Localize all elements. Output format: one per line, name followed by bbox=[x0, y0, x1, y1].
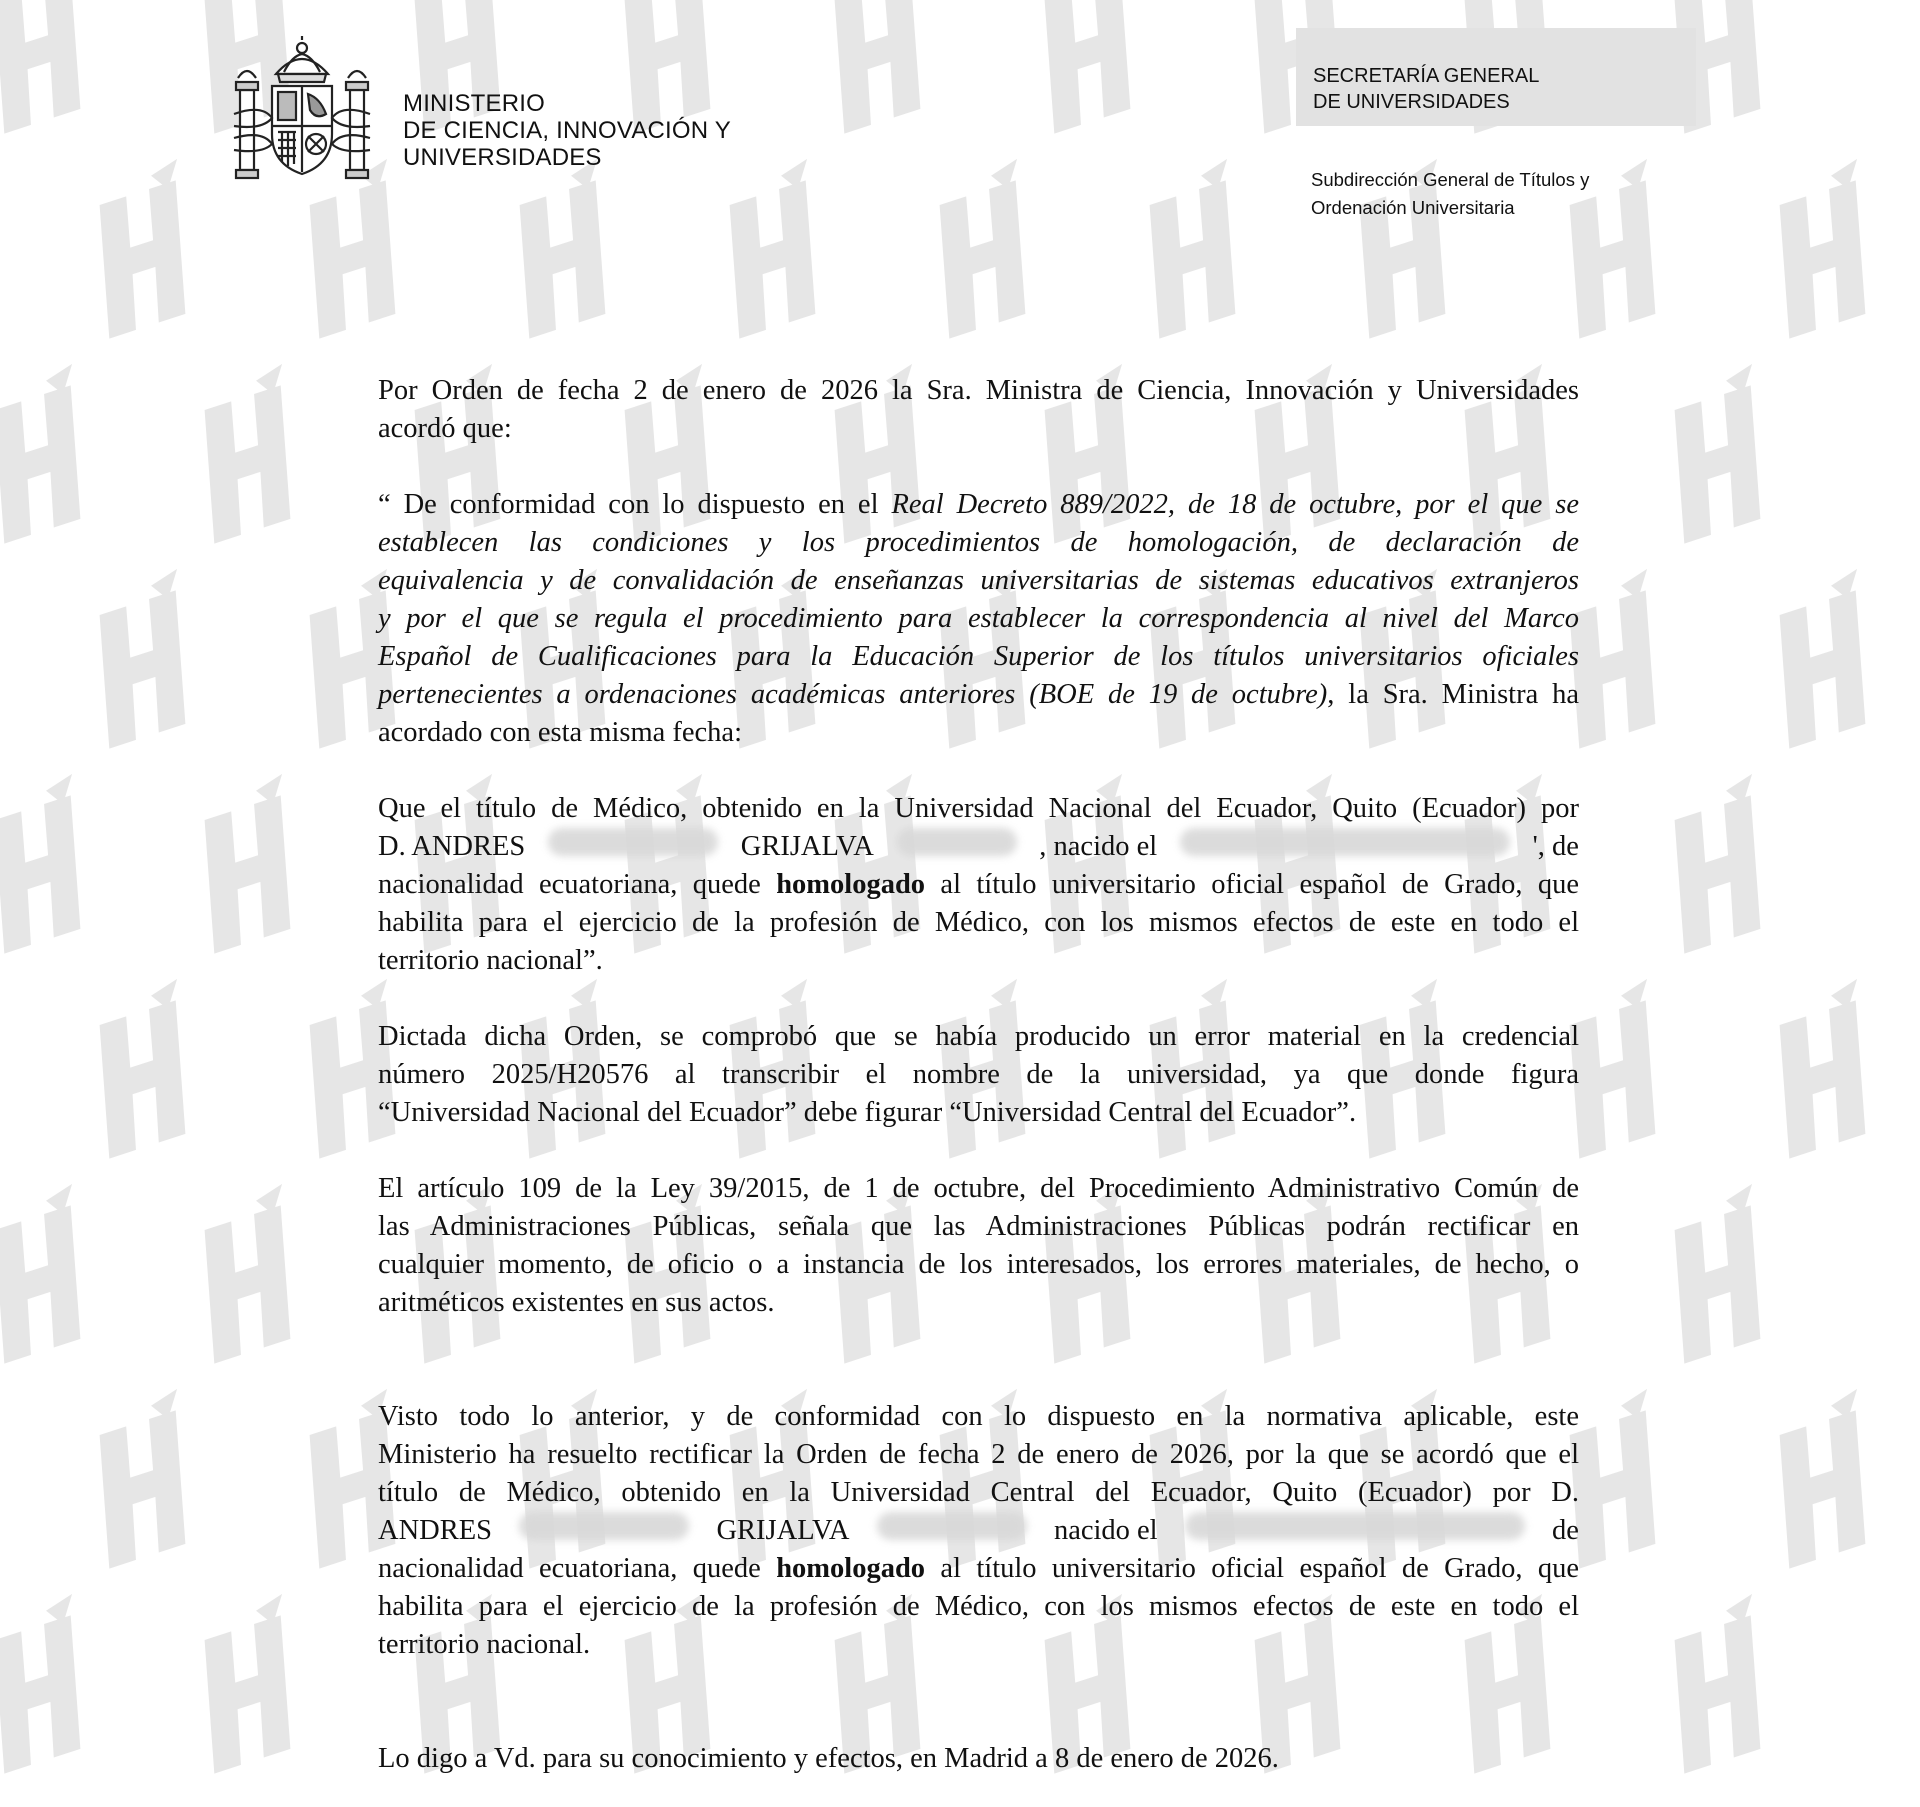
text-line: número 2025/H20576 al transcribir el nombre de la universidad, ya que donde figura bbox=[378, 1059, 1579, 1090]
text-segment: ANDRES bbox=[378, 1515, 493, 1546]
paragraph-decree-quote bbox=[378, 486, 1579, 752]
paragraph-error bbox=[378, 1018, 1579, 1132]
secretaria-line: DE UNIVERSIDADES bbox=[1313, 91, 1510, 113]
text-line: habilita para el ejercicio de la profesión de Médico, con los mismos efectos de este en todo el bbox=[378, 907, 1579, 938]
text-line: Español de Cualificaciones para la Educación Superior de los títulos universitarios oficiales bbox=[378, 641, 1579, 672]
text-line: equivalencia y de convalidación de enseñanzas universitarias de sistemas educativos extranjeros bbox=[378, 565, 1579, 596]
subdireccion-general bbox=[1311, 166, 1589, 222]
text-line bbox=[378, 486, 1579, 524]
text-segment: , nacido el bbox=[1039, 831, 1158, 862]
text-line: Lo digo a Vd. para su conocimiento y efectos, en Madrid a 8 de enero de 2026. bbox=[378, 1743, 1279, 1774]
bold-segment: homologado bbox=[776, 1553, 926, 1584]
text-line: título de Médico, obtenido en la Universidad Central del Ecuador, Quito (Ecuador) por D. bbox=[378, 1477, 1579, 1508]
bold-segment: homologado bbox=[776, 869, 926, 900]
text-line: “Universidad Nacional del Ecuador” debe figurar “Universidad Central del Ecuador”. bbox=[378, 1097, 1357, 1128]
paragraph-order-intro bbox=[378, 372, 1579, 448]
text-line: Ministerio ha resuelto rectificar la Orden de fecha 2 de enero de 2026, por la que se acordó que el bbox=[378, 1439, 1579, 1470]
text-segment: nacionalidad ecuatoriana, quede bbox=[378, 869, 777, 900]
text-line: habilita para el ejercicio de la profesión de Médico, con los mismos efectos de este en todo el bbox=[378, 1591, 1579, 1622]
text-line: Visto todo lo anterior, y de conformidad con lo dispuesto en la normativa aplicable, este bbox=[378, 1401, 1579, 1432]
redacted-surname bbox=[519, 1512, 689, 1540]
text-segment: GRIJALVA bbox=[716, 1515, 850, 1546]
subdireccion-line: Subdirección General de Títulos y bbox=[1311, 169, 1590, 190]
text-line: territorio nacional”. bbox=[378, 945, 603, 976]
text-segment: GRIJALVA bbox=[740, 831, 874, 862]
secretaria-line: SECRETARÍA GENERAL bbox=[1313, 65, 1540, 87]
text-line: acordado con esta misma fecha: bbox=[378, 717, 743, 748]
secretaria-general bbox=[1313, 63, 1539, 115]
redacted-birthdate bbox=[1180, 828, 1510, 856]
text-line: Por Orden de fecha 2 de enero de 2026 la Sra. Ministra de Ciencia, Innovación y Universidades bbox=[378, 375, 1579, 406]
subdireccion-line: Ordenación Universitaria bbox=[1311, 197, 1515, 218]
italic-segment: pertenecientes a ordenaciones académicas anteriores (BOE de 19 de octubre) bbox=[378, 679, 1328, 710]
text-line: y por el que se regula el procedimiento para establecer la correspondencia al nivel del Marco bbox=[378, 603, 1579, 634]
text-line bbox=[378, 828, 1579, 866]
text-segment: nacionalidad ecuatoriana, quede bbox=[378, 1553, 777, 1584]
text-line: El artículo 109 de la Ley 39/2015, de 1 de octubre, del Procedimiento Administrativo Común de bbox=[378, 1173, 1579, 1204]
redacted-surname bbox=[548, 828, 718, 856]
text-segment: nacido el bbox=[1053, 1515, 1158, 1546]
text-line: Dictada dicha Orden, se comprobó que se había producido un error material en la credencial bbox=[378, 1021, 1579, 1052]
text-line: Que el título de Médico, obtenido en la Universidad Nacional del Ecuador, Quito (Ecuador) por bbox=[378, 793, 1579, 824]
redacted-birthdate bbox=[1185, 1512, 1525, 1540]
text-line: aritméticos existentes en sus actos. bbox=[378, 1287, 775, 1318]
text-segment: al título universitario oficial español de Grado, que bbox=[925, 869, 1579, 900]
redacted-surname bbox=[877, 1512, 1027, 1540]
text-segment: ', de bbox=[1532, 831, 1579, 862]
paragraph-law-article bbox=[378, 1170, 1579, 1322]
text-line bbox=[378, 1512, 1579, 1550]
text-line: las Administraciones Públicas, señala que las Administraciones Públicas podrán rectificar en bbox=[378, 1211, 1579, 1242]
text-segment: al título universitario oficial español de Grado, que bbox=[925, 1553, 1579, 1584]
document-body bbox=[378, 372, 1579, 1778]
text-line: cualquier momento, de oficio o a instancia de los interesados, los errores materiales, de hecho, o bbox=[378, 1249, 1579, 1280]
ministry-line: MINISTERIO bbox=[403, 90, 546, 117]
italic-segment: Real Decreto 889/2022, de 18 de octubre, por el que se bbox=[891, 489, 1580, 520]
text-line bbox=[378, 866, 1579, 904]
paragraph-closing bbox=[378, 1740, 1579, 1778]
text-line: territorio nacional. bbox=[378, 1629, 591, 1660]
ministry-line: DE CIENCIA, INNOVACIÓN Y bbox=[403, 117, 731, 144]
coat-of-arms-icon bbox=[232, 34, 372, 186]
redacted-surname bbox=[897, 828, 1017, 856]
paragraph-resolution bbox=[378, 1398, 1579, 1664]
ministry-line: UNIVERSIDADES bbox=[403, 144, 602, 171]
ministry-name bbox=[403, 90, 731, 171]
paragraph-homologation bbox=[378, 790, 1579, 980]
text-segment: “ De conformidad con lo dispuesto en el bbox=[378, 489, 892, 520]
text-segment: D. ANDRES bbox=[378, 831, 526, 862]
text-line bbox=[378, 676, 1579, 714]
text-line bbox=[378, 1550, 1579, 1588]
text-line: acordó que: bbox=[378, 413, 512, 444]
text-segment: , la Sra. Ministra ha bbox=[1327, 679, 1579, 710]
text-segment: de bbox=[1552, 1515, 1579, 1546]
text-line: establecen las condiciones y los procedimientos de homologación, de declaración de bbox=[378, 527, 1579, 558]
